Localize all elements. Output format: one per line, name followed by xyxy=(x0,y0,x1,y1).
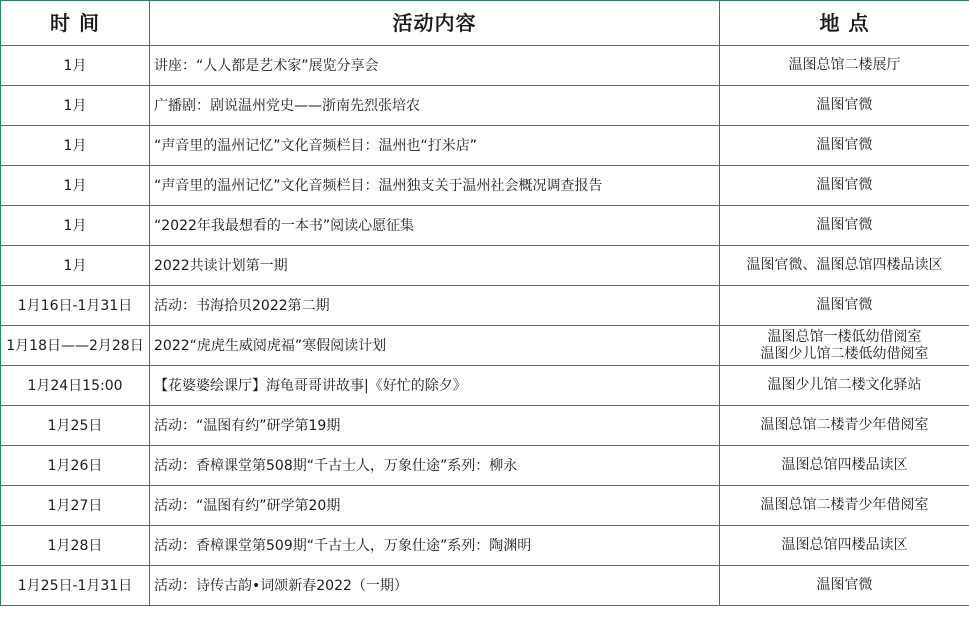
table-row xyxy=(1,366,969,406)
place-cell xyxy=(720,366,969,406)
place-cell xyxy=(720,286,969,326)
header-place: 地 点 xyxy=(720,1,969,46)
time-cell: 1月 xyxy=(1,166,150,206)
table-row xyxy=(1,566,969,606)
activity-cell: 【花婆婆绘课厅】海龟哥哥讲故事|《好忙的除夕》 xyxy=(150,366,720,406)
place-cell xyxy=(720,486,969,526)
activity-cell: 活动：香樟课堂第508期“千古士人，万象仕途”系列：柳永 xyxy=(150,446,720,486)
activity-cell: “2022年我最想看的一本书”阅读心愿征集 xyxy=(150,206,720,246)
place-line: 温图总馆四楼品读区 xyxy=(781,537,908,553)
time-cell: 1月 xyxy=(1,86,150,126)
time-cell: 1月16日-1月31日 xyxy=(1,286,150,326)
time-cell: 1月 xyxy=(1,206,150,246)
place-line: 温图官微 xyxy=(816,137,873,153)
table-row xyxy=(1,446,969,486)
table-row xyxy=(1,46,969,86)
activity-cell: 活动：“温图有约”研学第19期 xyxy=(150,406,720,446)
place-line: 温图总馆二楼展厅 xyxy=(788,57,901,73)
place-cell xyxy=(720,86,969,126)
time-cell: 1月24日15:00 xyxy=(1,366,150,406)
place-line: 温图少儿馆二楼低幼借阅室 xyxy=(760,345,929,362)
place-line: 温图官微 xyxy=(816,97,873,113)
table-row xyxy=(1,166,969,206)
time-cell: 1月28日 xyxy=(1,526,150,566)
table-row xyxy=(1,286,969,326)
table-row xyxy=(1,486,969,526)
time-cell: 1月 xyxy=(1,46,150,86)
place-line: 温图官微 xyxy=(816,177,873,193)
table-row xyxy=(1,86,969,126)
place-cell xyxy=(720,566,969,606)
table-body xyxy=(1,46,969,606)
activity-cell: 2022共读计划第一期 xyxy=(150,246,720,286)
time-cell: 1月 xyxy=(1,126,150,166)
header-time: 时 间 xyxy=(1,1,150,46)
place-line: 温图总馆二楼青少年借阅室 xyxy=(760,417,929,433)
header-row xyxy=(1,1,969,46)
activity-cell: 广播剧：剧说温州党史——浙南先烈张培农 xyxy=(150,86,720,126)
place-line: 温图少儿馆二楼文化驿站 xyxy=(767,377,922,393)
place-line: 温图总馆四楼品读区 xyxy=(781,457,908,473)
table-row xyxy=(1,406,969,446)
time-cell: 1月27日 xyxy=(1,486,150,526)
place-cell xyxy=(720,406,969,446)
place-cell xyxy=(720,446,969,486)
activity-cell: 2022“虎虎生威阅虎福”寒假阅读计划 xyxy=(150,326,720,366)
activity-cell: 讲座：“人人都是艺术家”展览分享会 xyxy=(150,46,720,86)
time-cell: 1月25日 xyxy=(1,406,150,446)
place-cell xyxy=(720,166,969,206)
activity-cell: 活动：诗传古韵•词颂新春2022（一期） xyxy=(150,566,720,606)
activity-cell: 活动：书海拾贝2022第二期 xyxy=(150,286,720,326)
time-cell: 1月18日——2月28日 xyxy=(1,326,150,366)
place-cell xyxy=(720,206,969,246)
place-cell xyxy=(720,46,969,86)
place-cell xyxy=(720,326,969,366)
place-line: 温图总馆二楼青少年借阅室 xyxy=(760,497,929,513)
time-cell: 1月 xyxy=(1,246,150,286)
place-line: 温图官微、温图总馆四楼品读区 xyxy=(746,257,943,273)
activity-cell: “声音里的温州记忆”文化音频栏目：温州独支关于温州社会概况调查报告 xyxy=(150,166,720,206)
table-row xyxy=(1,526,969,566)
table-row xyxy=(1,126,969,166)
place-cell xyxy=(720,526,969,566)
place-line: 温图官微 xyxy=(816,297,873,313)
time-cell: 1月25日-1月31日 xyxy=(1,566,150,606)
activity-cell: “声音里的温州记忆”文化音频栏目：温州也“打米店” xyxy=(150,126,720,166)
place-line: 温图总馆一楼低幼借阅室 xyxy=(767,328,922,345)
place-line: 温图官微 xyxy=(816,217,873,233)
table-row xyxy=(1,326,969,366)
table-header xyxy=(1,1,969,46)
place-cell xyxy=(720,126,969,166)
table-row xyxy=(1,246,969,286)
activity-cell: 活动：香樟课堂第509期“千古士人，万象仕途”系列：陶渊明 xyxy=(150,526,720,566)
time-cell: 1月26日 xyxy=(1,446,150,486)
table-row xyxy=(1,206,969,246)
activity-cell: 活动：“温图有约”研学第20期 xyxy=(150,486,720,526)
place-cell xyxy=(720,246,969,286)
place-line: 温图官微 xyxy=(816,577,873,593)
header-activity: 活动内容 xyxy=(150,1,720,46)
